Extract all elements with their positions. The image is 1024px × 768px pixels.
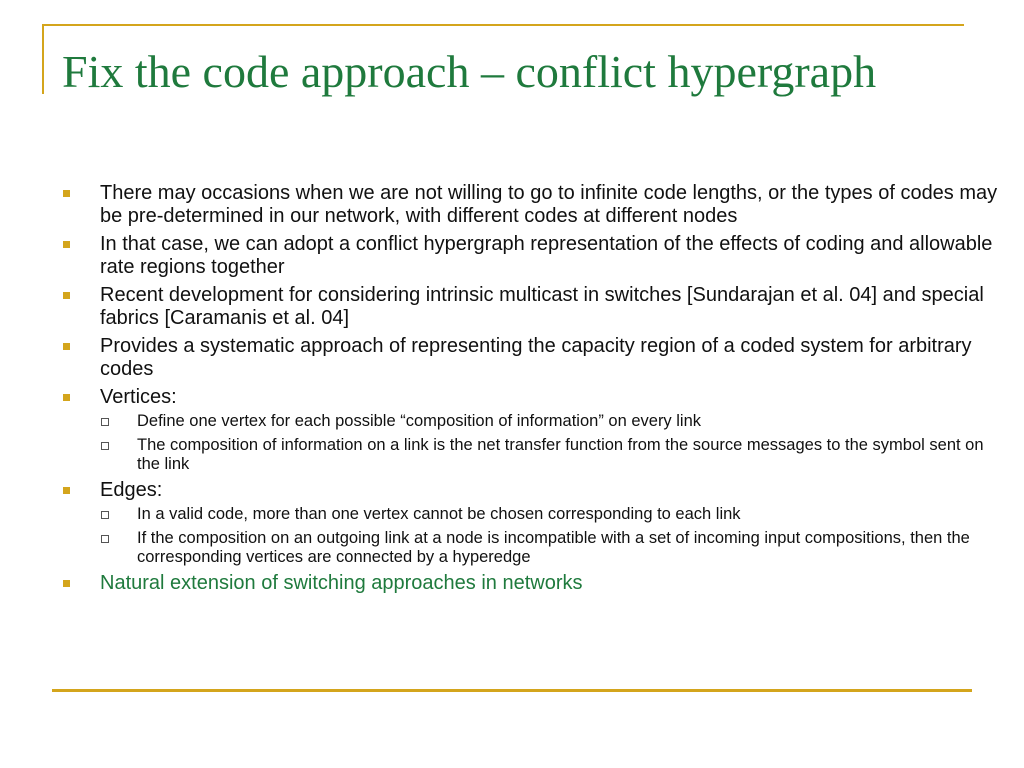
hollow-square-bullet-icon [101, 511, 109, 519]
sub-bullet-text: In a valid code, more than one vertex cannot be chosen corresponding to each link [137, 505, 741, 523]
bullet-text: Natural extension of switching approaches in networks [100, 572, 583, 594]
top-rule [42, 24, 964, 26]
left-rule [42, 24, 44, 94]
bullet-list [62, 182, 1007, 600]
square-bullet-icon [63, 190, 70, 197]
sub-bullet-text: Define one vertex for each possible “composition of information” on every link [137, 412, 702, 430]
sub-bullet-list [100, 505, 1007, 567]
bullet-text: Vertices: [100, 386, 177, 408]
sub-bullet-item [100, 412, 1007, 431]
bullet-text: Provides a systematic approach of representing the capacity region of a coded system for arbitrary codes [100, 335, 972, 380]
bullet-item-vertices [62, 386, 1007, 474]
bullet-item [62, 182, 1007, 228]
square-bullet-icon [63, 580, 70, 587]
square-bullet-icon [63, 292, 70, 299]
hollow-square-bullet-icon [101, 535, 109, 543]
sub-bullet-text: The composition of information on a link is the net transfer function from the source messages to the symbol sent on the link [137, 436, 984, 473]
sub-bullet-item [100, 505, 1007, 524]
bullet-item-edges [62, 479, 1007, 567]
square-bullet-icon [63, 487, 70, 494]
sub-bullet-text: If the composition on an outgoing link at a node is incompatible with a set of incoming input compositions, then the corresponding vertices are connected by a hyperedge [137, 529, 970, 566]
square-bullet-icon [63, 394, 70, 401]
bullet-item [62, 335, 1007, 381]
bullet-item [62, 284, 1007, 330]
bullet-text: There may occasions when we are not willing to go to infinite code lengths, or the types of codes may be pre-determined in our network, with different codes at different nodes [100, 182, 998, 227]
bullet-item [62, 233, 1007, 279]
sub-bullet-list [100, 412, 1007, 474]
square-bullet-icon [63, 343, 70, 350]
sub-bullet-item [100, 529, 1007, 567]
square-bullet-icon [63, 241, 70, 248]
slide-title: Fix the code approach – conflict hypergraph [62, 46, 877, 97]
sub-bullet-item [100, 436, 1007, 474]
hollow-square-bullet-icon [101, 442, 109, 450]
bullet-text: In that case, we can adopt a conflict hypergraph representation of the effects of coding and allowable rate regions together [100, 233, 993, 278]
bottom-rule [52, 689, 972, 692]
bullet-text: Recent development for considering intrinsic multicast in switches [Sundarajan et al. 04] and special fabrics [Caramanis et al. 04] [100, 284, 984, 329]
bullet-text: Edges: [100, 479, 163, 501]
bullet-item-highlight [62, 572, 1007, 595]
hollow-square-bullet-icon [101, 418, 109, 426]
